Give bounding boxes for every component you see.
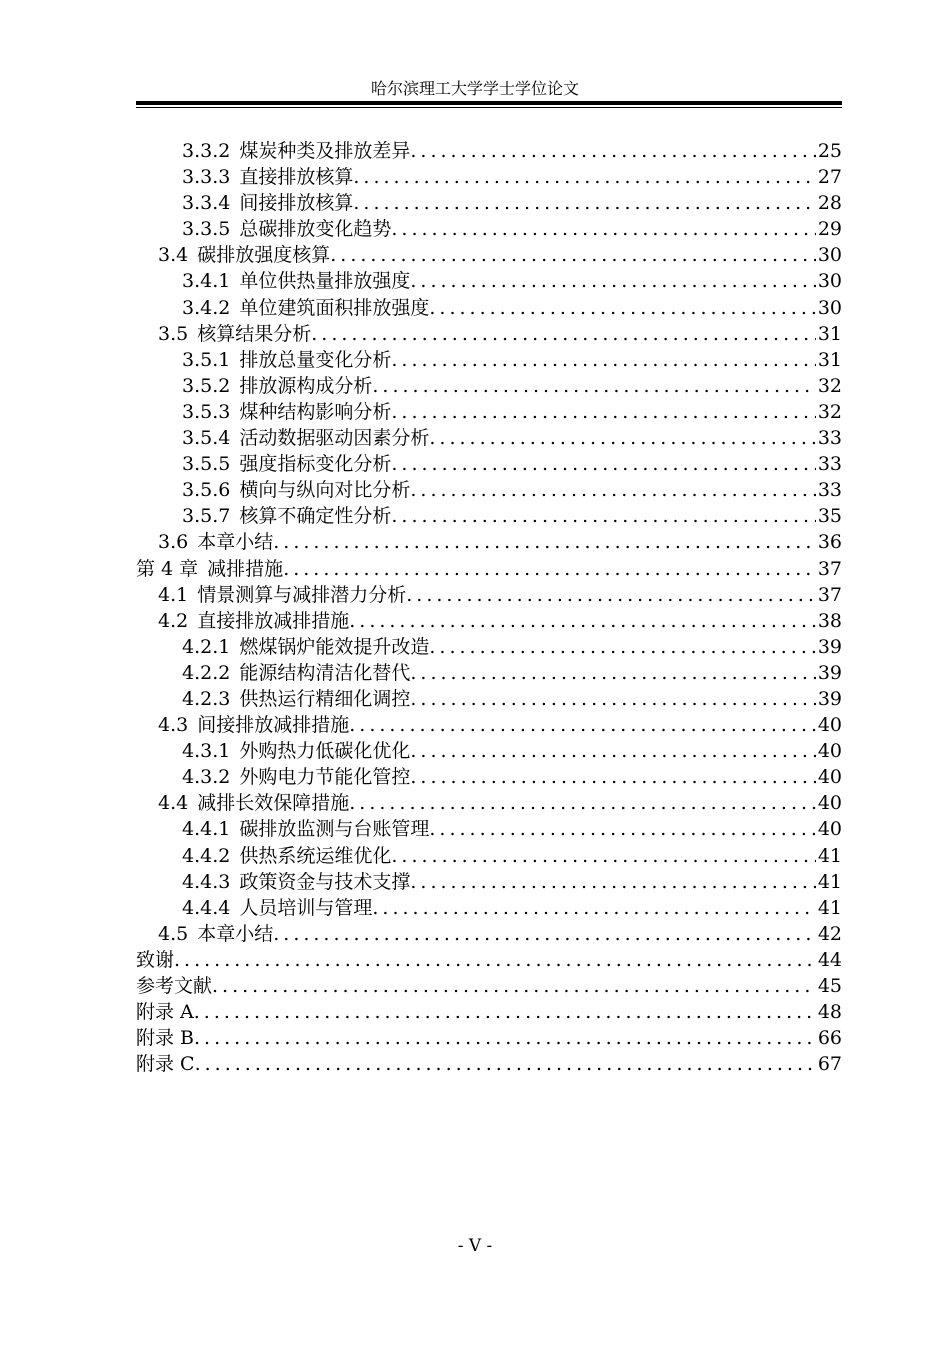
toc-entry-title: 单位供热量排放强度 [239,270,411,293]
toc-entry[interactable] [136,921,842,947]
toc-entry-number: 4.2 [158,609,189,632]
toc-entry-page: 29 [817,218,842,241]
toc-entry[interactable] [136,138,842,164]
toc-entry[interactable] [136,399,842,425]
header-rule-thin [136,107,842,108]
toc-dot-leader [429,634,815,660]
toc-dot-leader [391,451,815,477]
toc-entry-title: 碳排放强度核算 [197,244,331,267]
toc-entry-number: 3.3.5 [182,218,231,241]
toc-dot-leader [311,321,816,347]
toc-entry[interactable] [136,321,842,347]
toc-entry-page: 30 [817,296,842,319]
toc-entry-title: 燃煤锅炉能效提升改造 [239,635,430,658]
toc-entry-number: 3.5.1 [182,348,231,371]
running-header-title: 哈尔滨理工大学学士学位论文 [370,79,579,98]
toc-dot-leader [174,947,816,973]
toc-dot-leader [410,138,815,164]
toc-entry-page: 30 [817,244,842,267]
toc-entry-title: 本章小结 [197,922,274,945]
toc-dot-leader [194,1025,816,1051]
toc-entry-title: 减排措施 [207,557,284,580]
toc-entry[interactable] [136,634,842,660]
toc-entry[interactable] [136,712,842,738]
toc-entry-title: 本章小结 [197,531,274,554]
toc-entry-page: 48 [817,1001,842,1024]
toc-entry[interactable] [136,790,842,816]
toc-dot-leader [391,503,815,529]
toc-entry[interactable] [136,242,842,268]
toc-entry-page: 40 [817,714,842,737]
toc-entry-page: 39 [817,687,842,710]
toc-entry-title: 附录 C [136,1053,195,1076]
toc-entry-page: 28 [817,192,842,215]
toc-entry-title: 参考文献 [136,975,213,997]
toc-entry-number: 3.4.2 [182,296,231,319]
toc-entry-title: 减排长效保障措施 [197,792,350,815]
toc-entry-number: 3.3.3 [182,166,231,189]
toc-entry-title: 核算不确定性分析 [239,505,392,528]
toc-entry-number: 3.5.7 [182,505,231,528]
toc-entry-title: 外购电力节能化管控 [239,766,411,789]
toc-entry-title: 煤炭种类及排放差异 [239,140,411,162]
toc-dot-leader [372,895,815,921]
toc-entry-title: 间接排放核算 [239,192,354,215]
toc-entry[interactable] [136,295,842,321]
toc-entry[interactable] [136,347,842,373]
toc-entry-title: 人员培训与管理 [239,896,373,919]
toc-dot-leader [410,477,815,503]
toc-entry-title: 排放源构成分析 [239,374,373,397]
toc-entry-title: 附录 B [136,1027,195,1050]
toc-entry-title: 外购热力低碳化优化 [239,740,411,763]
toc-entry-number: 4.2.2 [182,661,231,684]
toc-entry-page: 25 [817,140,842,162]
toc-entry-number: 3.5.3 [182,400,231,423]
toc-entry-page: 36 [817,531,842,554]
toc-entry[interactable] [136,477,842,503]
toc-entry-title: 情景测算与减排潜力分析 [197,583,407,606]
toc-entry-number: 4.1 [158,583,189,606]
toc-entry[interactable] [136,503,842,529]
toc-dot-leader [391,399,815,425]
toc-dot-leader [429,425,815,451]
toc-entry-number: 4.2.1 [182,635,231,658]
toc-entry-page: 33 [817,479,842,502]
toc-entry[interactable] [136,816,842,842]
toc-dot-leader [349,790,816,816]
toc-entry-page: 39 [817,635,842,658]
header-rule-thick [136,101,842,105]
toc-entry-number: 3.3.2 [182,140,231,162]
toc-entry[interactable] [136,1051,842,1077]
toc-entry[interactable] [136,556,842,582]
toc-dot-leader [330,242,816,268]
toc-entry-page: 27 [817,166,842,189]
toc-entry-number: 3.4.1 [182,270,231,293]
toc-entry-page: 33 [817,453,842,476]
toc-entry-number: 4.4 [158,792,189,815]
toc-entry-title: 总碳排放变化趋势 [239,218,392,241]
toc-entry[interactable] [136,608,842,634]
toc-entry-number: 4.3.1 [182,740,231,763]
toc-dot-leader [391,347,815,373]
toc-entry-number: 3.5.5 [182,453,231,476]
toc-dot-leader [410,686,815,712]
toc-dot-leader [410,738,815,764]
toc-dot-leader [410,869,815,895]
toc-entry[interactable] [136,529,842,555]
toc-entry-number: 3.5.2 [182,374,231,397]
toc-entry-page: 35 [817,505,842,528]
toc-dot-leader [410,660,815,686]
toc-dot-leader [349,712,816,738]
toc-entry-page: 32 [817,400,842,423]
toc-entry[interactable] [136,686,842,712]
toc-dot-leader [406,582,816,608]
toc-entry[interactable] [136,660,842,686]
toc-dot-leader [353,190,815,216]
toc-entry[interactable] [136,843,842,869]
toc-entry-page: 37 [817,557,842,580]
toc-entry[interactable] [136,738,842,764]
toc-entry-title: 活动数据驱动因素分析 [239,427,430,450]
toc-dot-leader [195,1051,816,1077]
toc-entry-number: 3.4 [158,244,189,267]
toc-dot-leader [429,295,815,321]
toc-entry[interactable] [136,451,842,477]
toc-entry-page: 33 [817,427,842,450]
toc-entry-title: 直接排放核算 [239,166,354,189]
footer-page-number: - V - [457,1236,493,1256]
toc-entry-number: 4.4.3 [182,870,231,893]
toc-entry-title: 间接排放减排措施 [197,714,350,737]
toc-entry[interactable] [136,216,842,242]
toc-entry-title: 煤种结构影响分析 [239,400,392,423]
toc-entry-page: 41 [817,844,842,867]
toc-dot-leader [353,164,815,190]
toc-entry-number: 4.2.3 [182,687,231,710]
toc-dot-leader [273,921,816,947]
toc-entry-number: 4.4.4 [182,896,231,919]
toc-entry-number: 4.4.1 [182,818,231,841]
toc-dot-leader [391,843,815,869]
toc-entry-number: 4.4.2 [182,844,231,867]
table-of-contents [136,138,842,1077]
toc-dot-leader [410,764,815,790]
toc-entry-page: 37 [817,583,842,606]
toc-entry[interactable] [136,999,842,1025]
toc-entry-number: 3.5.4 [182,427,231,450]
toc-entry-page: 41 [817,896,842,919]
toc-entry[interactable] [136,582,842,608]
toc-entry[interactable] [136,895,842,921]
toc-entry-page: 44 [817,948,842,971]
toc-entry[interactable] [136,268,842,294]
toc-dot-leader [372,373,815,399]
toc-dot-leader [410,268,815,294]
toc-entry-number: 第 4 章 [136,557,199,580]
toc-dot-leader [391,216,815,242]
toc-entry-page: 66 [817,1027,842,1050]
toc-entry-title: 碳排放监测与台账管理 [239,818,430,841]
toc-entry-page: 39 [817,661,842,684]
toc-entry-page: 40 [817,818,842,841]
toc-entry[interactable] [136,425,842,451]
toc-entry-number: 3.3.4 [182,192,231,215]
toc-entry-page: 41 [817,870,842,893]
toc-entry-number: 3.5.6 [182,479,231,502]
toc-dot-leader [194,999,816,1025]
toc-entry-title: 直接排放减排措施 [197,609,350,632]
toc-entry-title: 能源结构清洁化替代 [239,661,411,684]
toc-entry-number: 4.3 [158,714,189,737]
toc-entry-title: 供热系统运维优化 [239,844,392,867]
toc-entry-number: 4.3.2 [182,766,231,789]
toc-entry-page: 67 [817,1053,842,1076]
toc-entry-page: 38 [817,609,842,632]
toc-entry-number: 3.6 [158,531,189,554]
toc-entry-page: 40 [817,792,842,815]
toc-entry[interactable] [136,869,842,895]
toc-entry-page: 40 [817,766,842,789]
toc-entry[interactable] [136,764,842,790]
toc-entry-page: 31 [817,322,842,345]
toc-entry[interactable] [136,190,842,216]
toc-dot-leader [429,816,815,842]
toc-dot-leader [273,529,816,555]
toc-dot-leader [349,608,816,634]
toc-entry-title: 供热运行精细化调控 [239,687,411,710]
toc-entry[interactable] [136,973,842,999]
toc-entry-title: 强度指标变化分析 [239,453,392,476]
toc-entry-title: 附录 A [136,1001,194,1024]
toc-entry[interactable] [136,947,842,973]
toc-entry[interactable] [136,1025,842,1051]
toc-entry-title: 政策资金与技术支撑 [239,870,411,893]
toc-dot-leader [212,973,816,999]
toc-entry-page: 30 [817,270,842,293]
toc-entry-page: 40 [817,740,842,763]
toc-entry-title: 单位建筑面积排放强度 [239,296,430,319]
toc-dot-leader [283,556,816,582]
toc-entry-page: 31 [817,348,842,371]
toc-entry-page: 32 [817,374,842,397]
toc-entry-title: 致谢 [136,948,175,971]
toc-entry-title: 横向与纵向对比分析 [239,479,411,502]
toc-entry[interactable] [136,164,842,190]
toc-entry-page: 45 [817,975,842,997]
toc-entry-number: 3.5 [158,322,189,345]
toc-entry-title: 排放总量变化分析 [239,348,392,371]
toc-entry[interactable] [136,373,842,399]
toc-entry-number: 4.5 [158,922,189,945]
toc-entry-page: 42 [817,922,842,945]
toc-entry-title: 核算结果分析 [197,322,312,345]
